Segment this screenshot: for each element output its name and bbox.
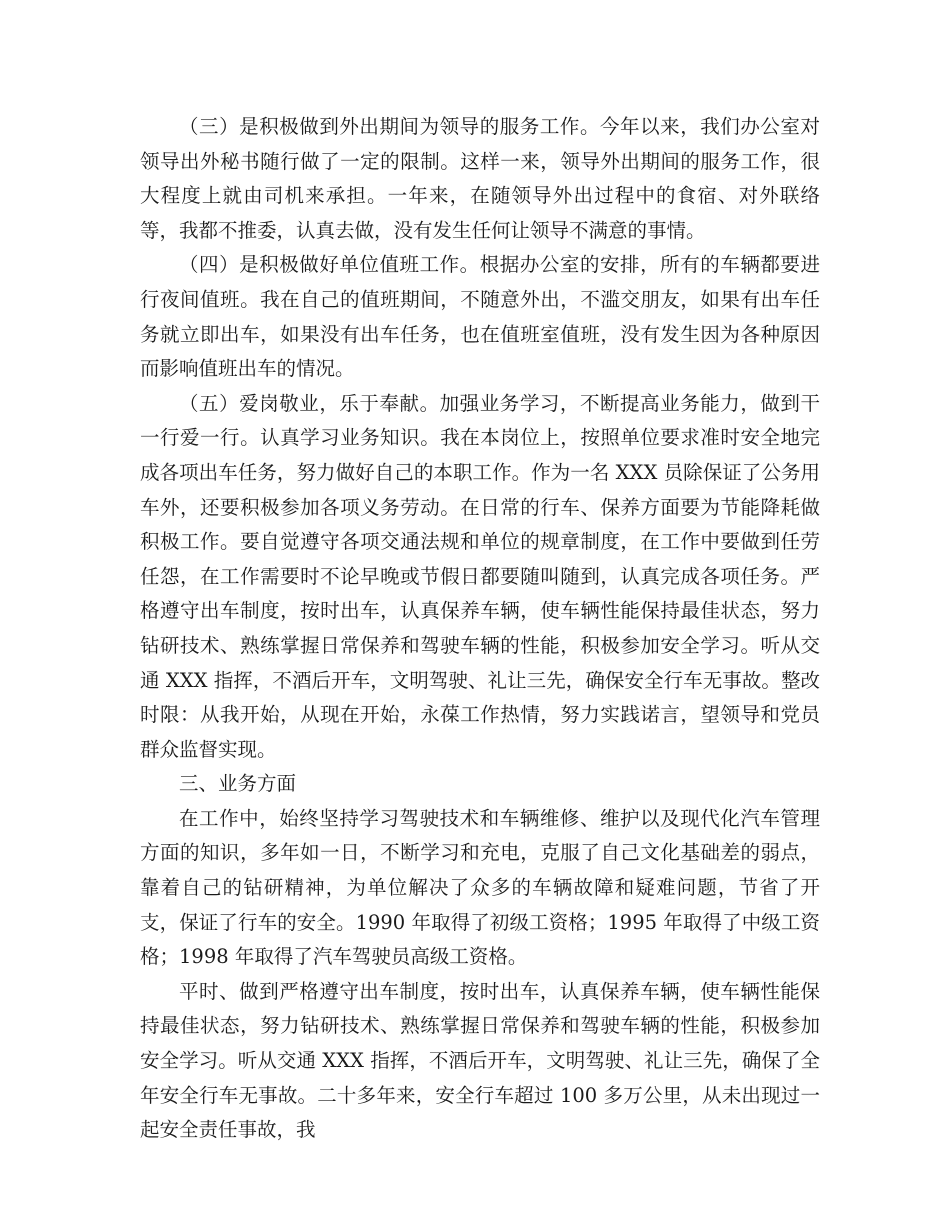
paragraph-service-during-trips: （三）是积极做到外出期间为领导的服务工作。今年以来，我们办公室对领导出外秘书随行做了一定的限制。这样一来，领导外出期间的服务工作，很大程度上就由司机来承担。一年来，在随领导外出过程中的食宿、对外联络等，我都不推委，认真去做，没有发生任何让领导不满意的事情。 xyxy=(140,115,820,242)
paragraph-safe-driving: 平时、做到严格遵守出车制度，按时出车，认真保养车辆，使车辆性能保持最佳状态，努力钻研技术、熟练掌握日常保养和驾驶车辆的性能，积极参加安全学习。听从交通 XXX 指挥，不酒后开车，文明驾驶、礼让三先，确保了全年安全行车无事故。二十多年来，安全行车超过 100 多万公里，从未出现过一起安全责任事故，我 xyxy=(140,979,820,1142)
section-heading-business: 三、业务方面 xyxy=(179,772,297,796)
paragraph-skills-learning: 在工作中，始终坚持学习驾驶技术和车辆维修、维护以及现代化汽车管理方面的知识，多年如一日，不断学习和充电，克服了自己文化基础差的弱点，靠着自己的钻研精神，为单位解决了众多的车辆故障和疑难问题，节省了开支，保证了行车的安全。1990 年取得了初级工资格；1995 年取得了中级工资格；1998 年取得了汽车驾驶员高级工资格。 xyxy=(140,806,820,969)
paragraph-duty-shifts: （四）是积极做好单位值班工作。根据办公室的安排，所有的车辆都要进行夜间值班。我在自己的值班期间，不随意外出，不滥交朋友，如果有出车任务就立即出车，如果没有出车任务，也在值班室值班，没有发生因为各种原因而影响值班出车的情况。 xyxy=(140,253,820,381)
document-body xyxy=(140,110,820,1148)
paragraph-dedication: （五）爱岗敬业，乐于奉献。加强业务学习，不断提高业务能力，做到干一行爱一行。认真学习业务知识。我在本岗位上，按照单位要求准时安全地完成各项出车任务，努力做好自己的本职工作。作为一名 XXX 员除保证了公务用车外，还要积极参加各项义务劳动。在日常的行车、保养方面要为节能降耗做积极工作。要自觉遵守各项交通法规和单位的规章制度，在工作中要做到任劳任怨，在工作需要时不论早晚或节假日都要随叫随到，认真完成各项任务。严格遵守出车制度，按时出车，认真保养车辆，使车辆性能保持最佳状态，努力钻研技术、熟练掌握日常保养和驾驶车辆的性能，积极参加安全学习。听从交通 XXX 指挥，不酒后开车，文明驾驶、礼让三先，确保安全行车无事故。整改时限：从我开始，从现在开始，永葆工作热情，努力实践诺言，望领导和党员群众监督实现。 xyxy=(140,391,820,761)
